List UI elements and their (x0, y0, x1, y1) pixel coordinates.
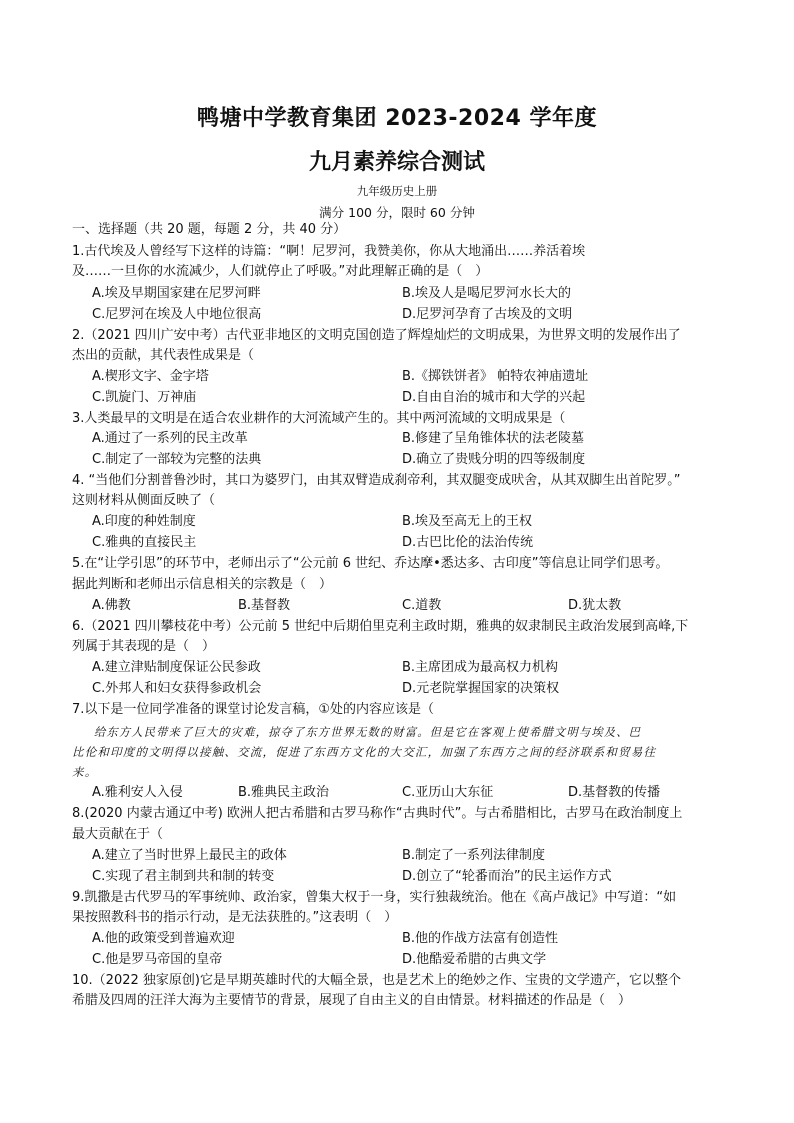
q2-option-d: D.自由自治的城市和大学的兴起 (402, 390, 586, 405)
q8-option-c: C.实现了君主制到共和制的转变 (92, 869, 275, 884)
q8-option-a: A.建立了当时世界上最民主的政体 (92, 848, 287, 863)
q4-option-d: D.古巴比伦的法治传统 (402, 535, 534, 550)
q9-option-b: B.他的作战方法富有创造性 (402, 931, 559, 946)
q4-stem-line2: 这则材料从侧面反映了（ (72, 493, 216, 508)
q2-option-b: B.《掷铁饼者》 帕特农神庙遗址 (402, 369, 589, 384)
q7-option-c: C.亚历山大东征 (402, 785, 494, 800)
q2-stem-line1: 2.（2021 四川广安中考）古代亚非地区的文明克国创造了辉煌灿烂的文明成果，为世界文明的发展作出了 (72, 328, 681, 343)
q4-option-a: A.印度的种姓制度 (92, 514, 196, 529)
q8-option-b: B.制定了一系列法律制度 (402, 848, 546, 863)
exam-title: 鸭塘中学教育集团 2023-2024 学年度 (197, 106, 597, 131)
q9-option-d: D.他酷爱希腊的古典文学 (402, 952, 547, 967)
q3-stem-line1: 3.人类最早的文明是在适合农业耕作的大河流域产生的。其中两河流域的文明成果是（ (72, 411, 566, 426)
q5-option-b: B.基督教 (238, 598, 291, 613)
q10-stem-line2: 希腊及四周的汪洋大海为主要情节的背景，展现了自由主义的自由情景。材料描述的作品是（ ） (72, 993, 632, 1008)
q4-option-c: C.雅典的直接民主 (92, 535, 197, 550)
q8-stem-line1: 8.(2020 内蒙古通辽中考) 欧洲人把古希腊和古罗马称作“古典时代”。与古希腊相比，古罗马在政治制度上 (72, 806, 683, 821)
q4-stem-line1: 4. “当他们分割普鲁沙时，其口为婆罗门，由其双臂造成刹帝利，其双腿变成吠舍，从其双脚生出首陀罗。” (72, 473, 681, 488)
q6-option-c: C.外邦人和妇女获得参政机会 (92, 681, 262, 696)
q7-option-b: B.雅典民主政治 (238, 785, 330, 800)
q7-option-d: D.基督教的传播 (568, 785, 661, 800)
q9-option-a: A.他的政策受到普遍欢迎 (92, 931, 235, 946)
q1-option-d: D.尼罗河孕育了古埃及的文明 (402, 307, 573, 322)
q7-quote-line3: 来。 (72, 765, 98, 779)
q1-stem-line1: 1.古代埃及人曾经写下这样的诗篇：“啊！尼罗河，我赞美你，你从大地涌出……养活着埃 (72, 244, 586, 259)
q10-stem-line1: 10.（2022 独家原创)它是早期英雄时代的大幅全景，也是艺术上的绝妙之作、宝贵的文学遗产，它以整个 (72, 973, 681, 988)
exam-subtitle: 九月素养综合测试 (308, 150, 485, 175)
q1-option-b: B.埃及人是喝尼罗河水长大的 (402, 286, 572, 301)
q6-option-d: D.元老院掌握国家的决策权 (402, 681, 560, 696)
q5-stem-line2: 据此判断和老师出示信息相关的宗教是（ ） (72, 577, 333, 592)
q8-option-d: D.创立了“轮番而治”的民主运作方式 (402, 869, 612, 884)
q7-quote-line2: 比伦和印度的文明得以接触、交流，促进了东西方文化的大交汇，加强了东西方之间的经济联系和贸易往 (72, 745, 657, 759)
q2-option-c: C.凯旋门、万神庙 (92, 390, 197, 405)
q7-option-a: A.雅利安人入侵 (92, 785, 183, 800)
q6-stem-line2: 列属于其表现的是（ ） (72, 639, 216, 654)
q5-option-a: A.佛教 (92, 598, 131, 613)
score-time-label: 满分 100 分，限时 60 分钟 (319, 205, 475, 220)
q2-option-a: A.楔形文字、金字塔 (92, 369, 209, 384)
q5-option-c: C.道教 (402, 598, 442, 613)
section-heading: 一、选择题（共 20 题，每题 2 分，共 40 分） (72, 222, 347, 237)
q4-option-b: B.埃及至高无上的王权 (402, 514, 533, 529)
grade-label: 九年级历史上册 (356, 184, 438, 198)
q9-stem-line2: 果按照教科书的指示行动，是无法获胜的。”这表明（ ） (72, 910, 398, 925)
q9-stem-line1: 9.凯撒是古代罗马的军事统帅、政治家，曾集大权于一身，实行独裁统治。他在《高卢战记》中写道：“如 (72, 890, 677, 905)
q7-stem-line1: 7.以下是一位同学准备的课堂讨论发言稿，①处的内容应该是（ (72, 702, 435, 717)
q1-option-c: C.尼罗河在埃及人中地位很高 (92, 307, 262, 322)
q1-option-a: A.埃及早期国家建在尼罗河畔 (92, 286, 261, 301)
q3-option-b: B.修建了呈角锥体状的法老陵墓 (402, 431, 585, 446)
q2-stem-line2: 杰出的贡献，其代表性成果是（ (72, 348, 255, 363)
q6-option-b: B.主席团成为最高权力机构 (402, 660, 559, 675)
q5-option-d: D.犹太教 (568, 598, 622, 613)
q6-option-a: A.建立津贴制度保证公民参政 (92, 660, 261, 675)
q3-option-d: D.确立了贵贱分明的四等级制度 (402, 452, 586, 467)
q3-option-a: A.通过了一系列的民主改革 (92, 431, 248, 446)
q3-option-c: C.制定了一部较为完整的法典 (92, 452, 262, 467)
q8-stem-line2: 最大贡献在于（ (72, 827, 164, 842)
q7-quote-line1: 给东方人民带来了巨大的灾难，掠夺了东方世界无数的财富。但是它在客观上使希腊文明与埃及、巴 (94, 725, 642, 739)
q9-option-c: C.他是罗马帝国的皇帝 (92, 952, 223, 967)
q5-stem-line1: 5.在“让学引思”的环节中，老师出示了“公元前 6 世纪、乔达摩•悉达多、古印度”等信息让同学们思考。 (72, 556, 669, 571)
q6-stem-line1: 6.（2021 四川攀枝花中考）公元前 5 世纪中后期伯里克利主政时期，雅典的奴隶制民主政治发展到高峰,下 (72, 619, 689, 634)
q1-stem-line2: 及……一旦你的水流减少，人们就停止了呼吸。”对此理解正确的是（ ） (72, 264, 489, 279)
